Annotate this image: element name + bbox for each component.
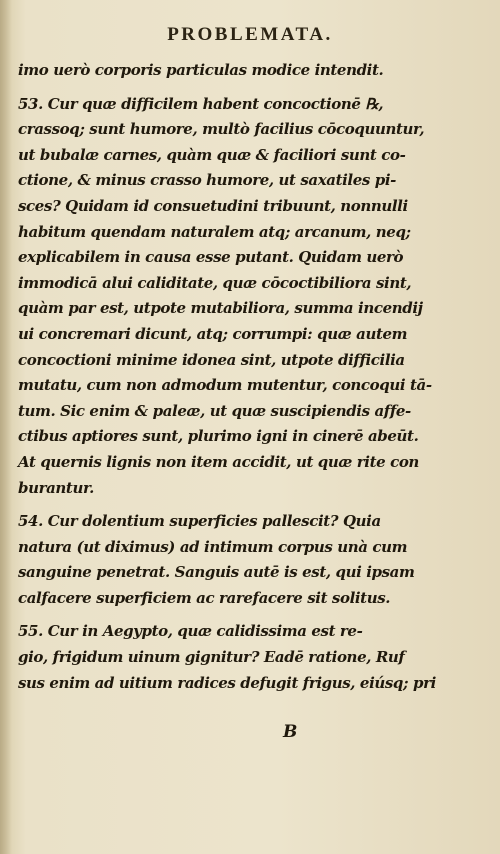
paragraph-problem-55 <box>18 619 436 696</box>
text-line: calfacere superficiem ac rarefacere sit solitus. <box>18 588 391 607</box>
text-line: habitum quendam naturalem atq; arcanum, neq; <box>18 222 411 241</box>
text-line: sanguine penetrat. Sanguis autē is est, qui ipsam <box>18 563 415 582</box>
text-line: 53. Cur quæ difficilem habent concoctionē ℞, <box>18 94 384 113</box>
text-line: natura (ut diximus) ad intimum corpus unà cum <box>18 537 408 556</box>
text-line: sces? Quidam id consuetudini tribuunt, nonnulli <box>18 196 408 215</box>
catchword: B <box>283 722 298 742</box>
page-body <box>18 58 436 696</box>
text-line: crassoq; sunt humore, multò facilius cōcoquuntur, <box>18 120 425 139</box>
text-line: 55. Cur in Aegypto, quæ calidissima est re- <box>18 622 363 641</box>
text-line: concoctioni minime idonea sint, utpote difficilia <box>18 350 405 369</box>
text-line: gio, frigidum uinum gignitur? Eadē ratione, Ruf <box>18 648 405 667</box>
paragraph-problem-53 <box>18 92 432 502</box>
text-line: ctione, & minus crasso humore, ut saxatiles pi- <box>18 171 396 190</box>
text-line: burantur. <box>18 478 94 497</box>
paragraph-continuation <box>18 58 390 84</box>
text-line: imo uerò corporis particulas modice intendit. <box>18 61 384 79</box>
running-head: PROBLEMATA. <box>167 24 333 45</box>
text-line: tum. Sic enim & paleæ, ut quæ suscipiendis affe- <box>18 401 411 420</box>
text-line: ui concremari dicunt, atq; corrumpi: quæ autem <box>18 324 408 343</box>
paragraph-problem-54 <box>18 509 415 611</box>
text-line: ctibus aptiores sunt, plurimo igni in cinerē abeūt. <box>18 427 419 446</box>
text-line: explicabilem in causa esse putant. Quidam uerò <box>18 248 404 267</box>
text-line: ut bubalæ carnes, quàm quæ & faciliori sunt co- <box>18 145 406 164</box>
text-line: immodicā alui caliditate, quæ cōcoctibiliora sint, <box>18 273 412 292</box>
text-line: quàm par est, utpote mutabiliora, summa incendij <box>18 299 423 318</box>
text-line: 54. Cur dolentium superficies pallescit? Quia <box>18 512 381 531</box>
text-line: At quernis lignis non item accidit, ut quæ rite con <box>18 452 419 471</box>
text-line: mutatu, cum non admodum mutentur, concoqui tā- <box>18 376 432 395</box>
text-line: sus enim ad uitium radices defugit frigus, eiúsq; pri <box>18 673 436 692</box>
